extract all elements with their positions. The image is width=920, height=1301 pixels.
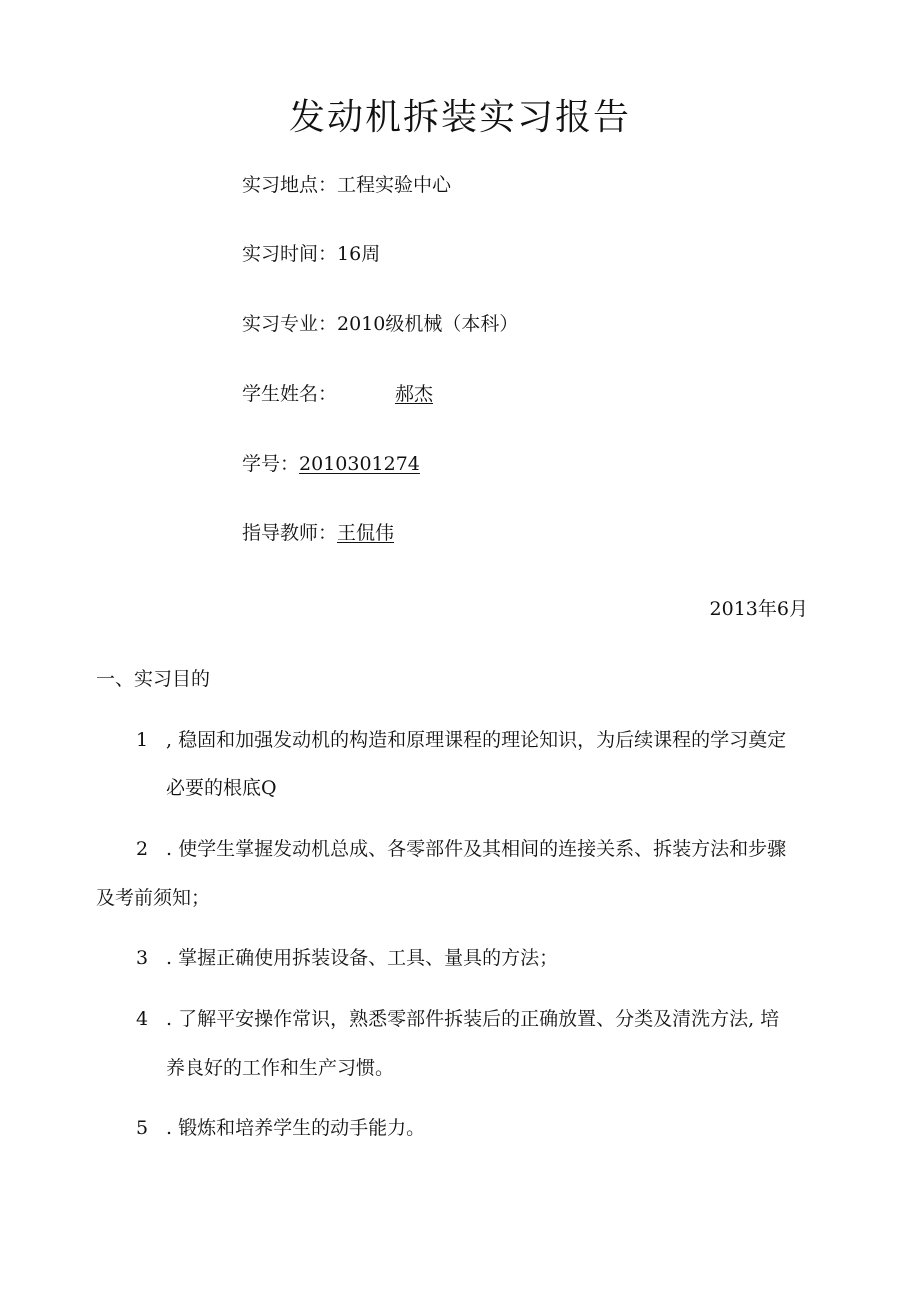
info-student-id [242,451,420,477]
section-heading: 一、实习目的 [96,668,211,690]
list-item-2-line2: 及考前须知； [96,887,211,909]
item-number: 5 [136,1117,149,1139]
item-number: 1 [136,729,149,751]
item-number: 4 [136,1008,149,1030]
item-text: . 掌握正确使用拆装设备、工具、量具的方法； [166,947,559,969]
location-label: 实习地点： [242,174,338,196]
student-id-value: 2010301274 [299,453,420,475]
info-time [242,241,380,267]
item-text: . 了解平安操作常识，熟悉零部件拆装后的正确放置、分类及清洗方法, 培 [166,1008,780,1030]
major-value: 2010级机械（本科） [337,313,519,335]
major-label: 实习专业： [242,313,338,335]
item-text: . 锻炼和培养学生的动手能力。 [166,1117,426,1139]
list-item-1-line2: 必要的根底Q [166,777,277,799]
list-item-4-line1 [136,1006,779,1032]
name-label: 学生姓名： [242,383,338,405]
list-item-1-line1 [136,727,786,753]
item-number: 2 [136,838,149,860]
student-id-label: 学号： [242,453,300,475]
location-value: 工程实验中心 [337,174,452,196]
item-number: 3 [136,947,149,969]
advisor-label: 指导教师： [242,522,338,544]
info-advisor [242,520,394,546]
time-value: 16周 [337,243,381,265]
name-value: 郝杰 [395,383,434,405]
page-title: 发动机拆装实习报告 [288,97,631,138]
item-text: , 稳固和加强发动机的构造和原理课程的理论知识，为后续课程的学习奠定 [166,729,787,751]
list-item-3-line1 [136,945,558,971]
item-text: . 使学生掌握发动机总成、各零部件及其相间的连接关系、拆装方法和步骤 [166,838,787,860]
info-location [242,172,451,198]
info-student-name [242,381,433,407]
list-item-2-line1 [136,836,786,862]
info-major [242,311,518,337]
list-item-4-line2: 养良好的工作和生产习惯。 [166,1057,395,1079]
advisor-value: 王侃伟 [337,522,395,544]
report-date: 2013年6月 [709,598,808,620]
time-label: 实习时间： [242,243,338,265]
list-item-5-line1 [136,1115,425,1141]
